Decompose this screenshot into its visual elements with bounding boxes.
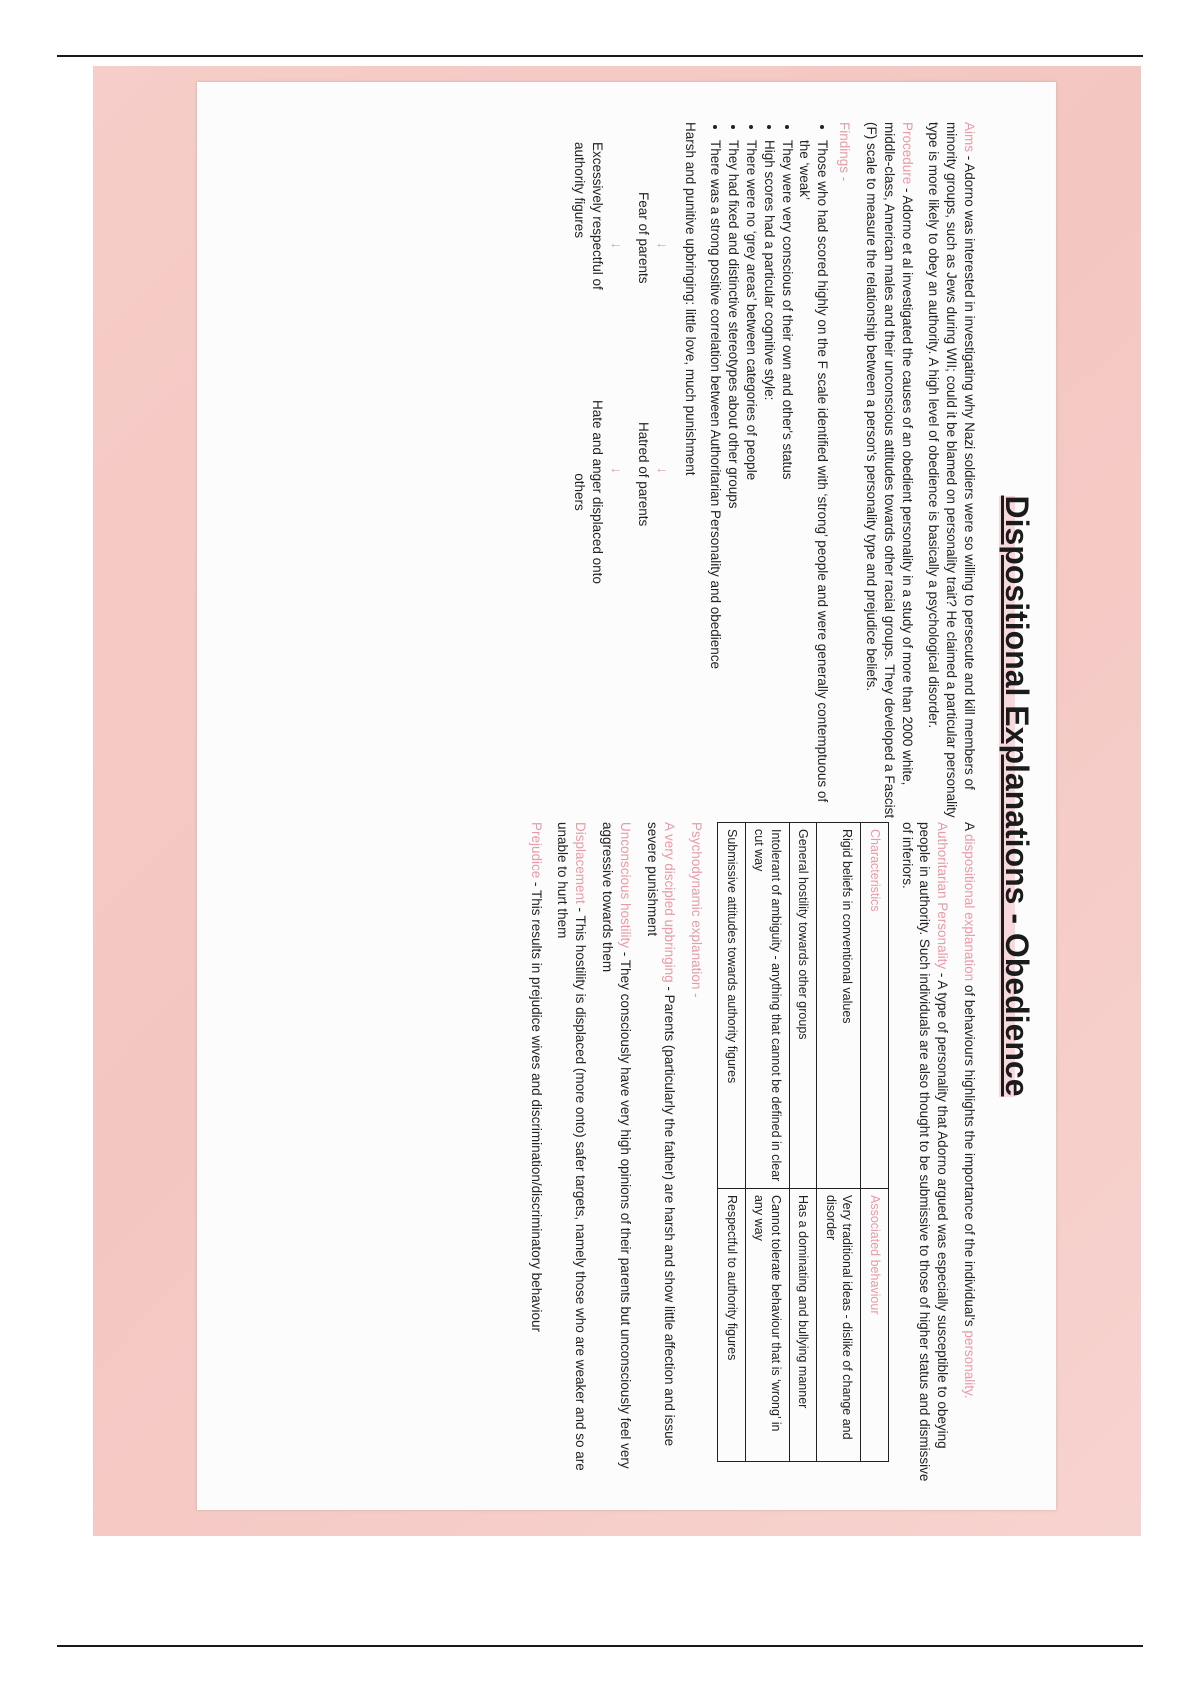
table-cell: Has a dominating and bullying manner [789, 1188, 817, 1461]
aims-text: - Adorno was interested in investigating why Nazi soldiers were so willing to persecute and kill members of minority groups, such as Jews during WII; could it be blamed on personality trait? He claimed a particular personality type is more likely to obey an authority. A high level of obedience is basically a psychological disorder. [926, 122, 977, 818]
table-cell: Submissive attitudes towards authority figures [718, 823, 746, 1189]
table-cell: Cannot tolerate behaviour that is ‘wrong’ in any way [745, 1188, 789, 1461]
rotated-content [197, 82, 1056, 1510]
procedure-text: - Adorno et al investigated the causes of an obedient personality in a study of more than 2000 white, middle-class, American males and their unconscious attitudes towards other racial groups. They developed a Fascist (F) scale to measure the relationship between a person's personality type and prejudice beliefs. [863, 122, 915, 819]
flow-fear: Fear of parents [635, 192, 651, 284]
page-title: Dispositional Explanations - Obedience [999, 495, 1035, 1097]
table-cell: Intolerant of ambiguity - anything that cannot be defined in clear cut way [745, 823, 789, 1189]
finding-item: • They had fixed and distinctive stereotypes about other groups [724, 140, 742, 822]
finding-item: • High scores had a particular cognitive style: [760, 140, 778, 822]
table-cell: General hostility towards other groups [789, 823, 817, 1189]
displacement-label: Displacement [573, 822, 589, 904]
upbringing-paragraph [643, 822, 679, 1482]
prejudice-text: - This results in prejudice wives and discrimination/discriminatory behaviour [528, 878, 544, 1332]
psychodynamic-label: Psychodynamic explanation - [689, 822, 705, 998]
procedure-paragraph [862, 122, 915, 822]
finding-item: • Those who had scored highly on the F scale identified with ‘strong’ people and were generally contemptuous of the ‘weak’ [796, 140, 832, 822]
characteristics-table [717, 822, 889, 1462]
upbringing-label: A very discipled upbringing [662, 822, 678, 983]
top-rule [57, 55, 1143, 57]
table-row [745, 823, 789, 1462]
flow-respect: Excessively respectful of authority figures [572, 142, 605, 290]
bottom-rule [57, 1645, 1143, 1647]
table-cell: Rigid beliefs in conventional values [817, 823, 861, 1189]
hostility-text: - They consciously have very high opinions of their parents but unconsciously feel very aggressive towards them [600, 822, 633, 1469]
left-column [512, 122, 978, 822]
authoritarian-text: - A type of personality that Adorno argued was especially susceptible to obeying people in authority. Such individuals are also thought to be submissive to those of higher status and dismissive of inferiors. [899, 822, 951, 1482]
upbringing-line: Harsh and punitive upbringing: little love, much punishment [682, 122, 698, 476]
arrow-down-icon: ↓ [654, 242, 671, 249]
finding-item: • They were very conscious of their own and other's status [778, 140, 796, 822]
displacement-paragraph [554, 822, 590, 1482]
table-header-row [861, 823, 889, 1462]
intro-paragraph: A dispositional explanation of behaviours highlights the importance of the individual's personality. [962, 822, 977, 1399]
aims-paragraph [925, 122, 978, 822]
hostility-label: Unconscious hostility [617, 822, 633, 949]
aims-label: Aims [962, 122, 977, 152]
table-row [789, 823, 817, 1462]
table-cell: Very traditional ideas - dislike of change and disorder [817, 1188, 861, 1461]
table-header: Associated behaviour [861, 1188, 889, 1461]
arrow-down-icon: ↓ [608, 242, 625, 249]
finding-item: • There were no ‘grey areas’ between categories of people [742, 140, 760, 822]
displacement-text: - This hostility is displaced (more onto) safer targets, namely those who are weaker and so are unable to hurt them [555, 822, 589, 1471]
table-cell: Respectful to authority figures [718, 1188, 746, 1461]
hostility-paragraph [598, 822, 634, 1482]
flow-hate: Hate and anger displaced onto others [572, 400, 605, 584]
findings-label: Findings - [837, 122, 853, 182]
intro-highlight: personality. [962, 1330, 977, 1399]
table-row [817, 823, 861, 1462]
prejudice-paragraph [527, 822, 545, 1482]
finding-item: • There was a strong positive correlation between Authoritarian Personality and obedience [707, 140, 725, 822]
arrow-down-icon: ↓ [608, 467, 625, 474]
notes-sheet [197, 82, 1056, 1510]
authoritarian-label: Authoritarian Personality [935, 822, 951, 970]
intro-highlight: dispositional explanation [962, 834, 977, 982]
procedure-label: Procedure [899, 122, 915, 185]
upbringing-flow [512, 122, 672, 822]
right-column [518, 822, 978, 1482]
table-header: Characteristics [861, 823, 889, 1189]
findings-list [707, 122, 832, 822]
arrow-down-icon: ↓ [654, 467, 671, 474]
upbringing-text: - Parents (particularly the father) are harsh and show little affection and issue severe punishment [644, 822, 678, 1447]
flow-hatred: Hatred of parents [635, 422, 651, 527]
prejudice-label: Prejudice [528, 822, 544, 879]
table-row [718, 823, 746, 1462]
authoritarian-paragraph [898, 822, 951, 1482]
